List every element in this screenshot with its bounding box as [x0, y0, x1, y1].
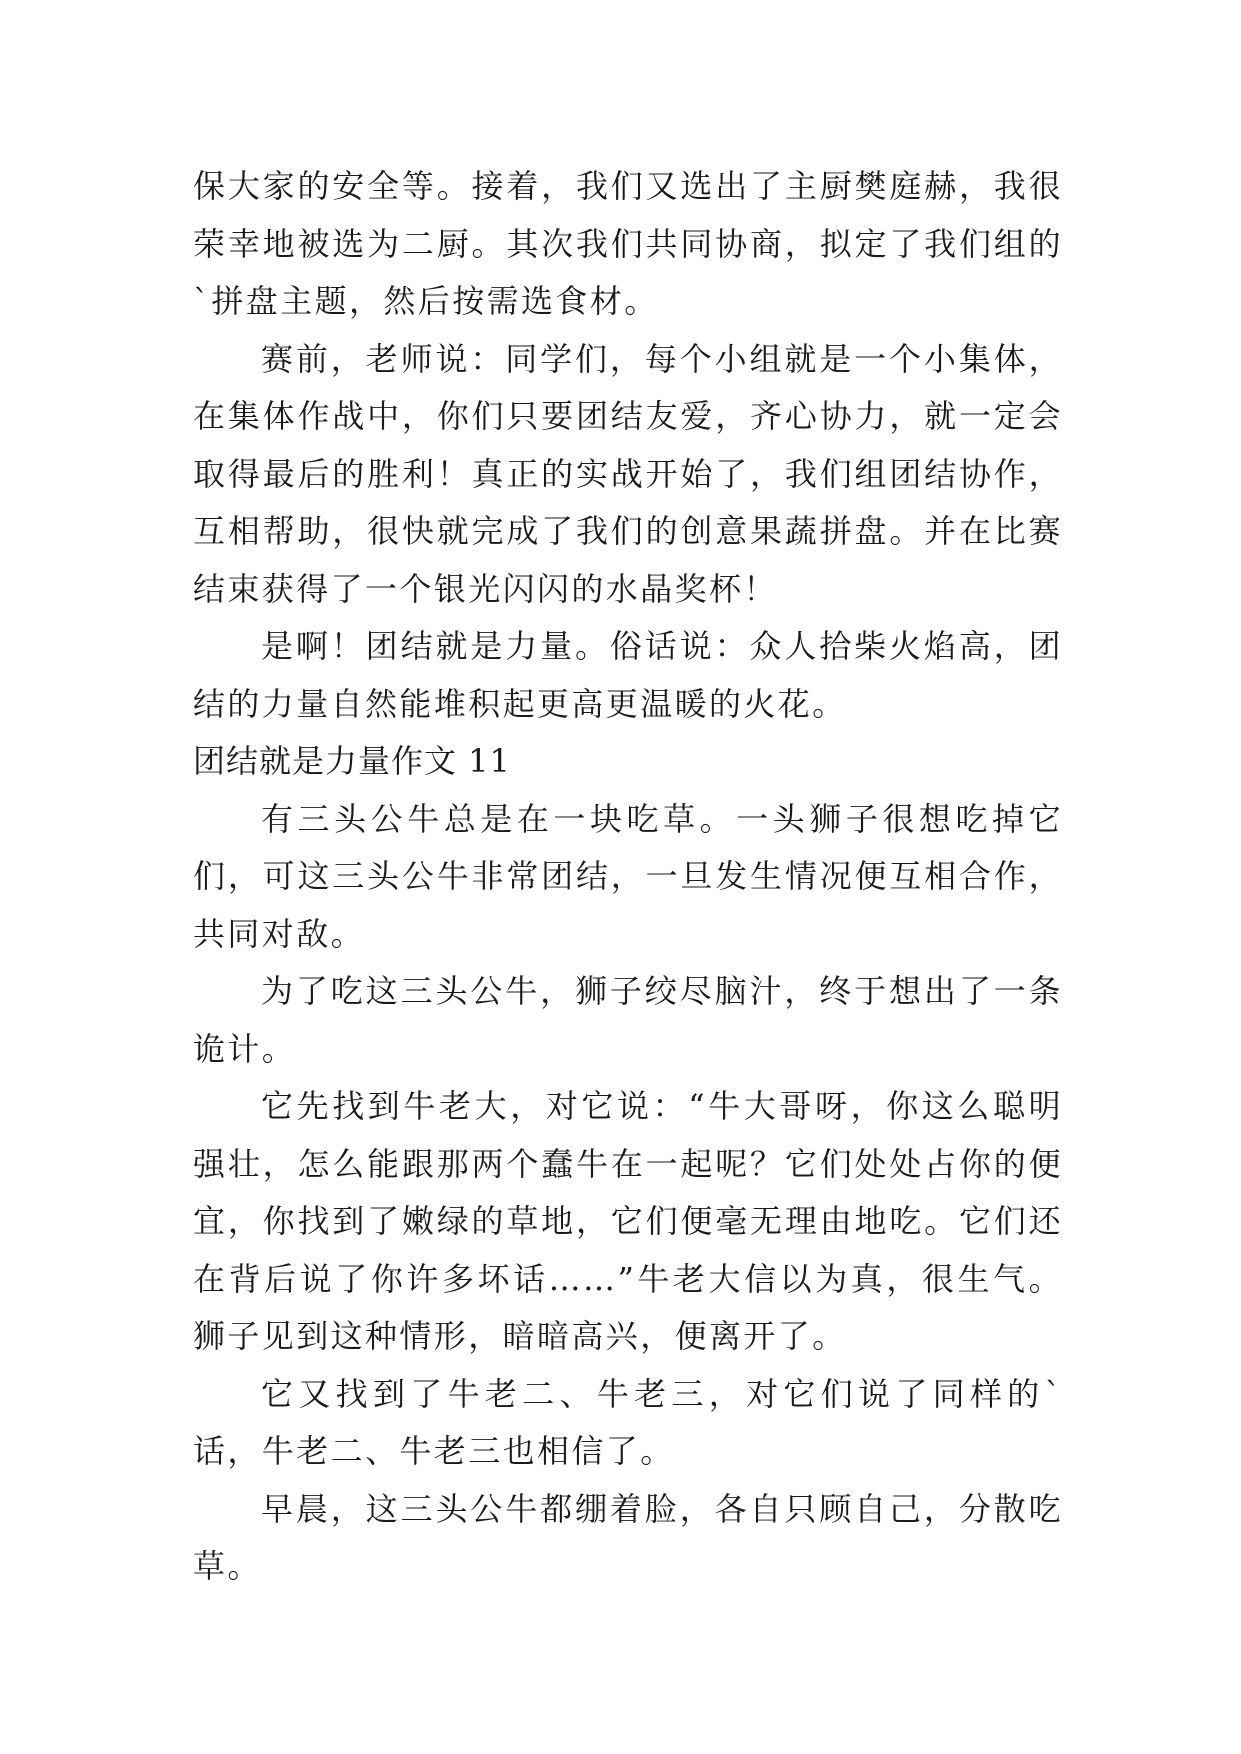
paragraph-teacher-speech: 赛前，老师说：同学们，每个小组就是一个小集体，在集体作战中，你们只要团结友爱，齐心协力，就一定会取得最后的胜利！真正的实战开始了，我们组团结协作，互相帮助，很快就完成了我们的创意果蔬拼盘。并在比赛结束获得了一个银光闪闪的水晶奖杯！ [193, 339, 1063, 608]
paragraph-morning-split: 早晨，这三头公牛都绷着脸，各自只顾自己，分散吃草。 [193, 1489, 1063, 1585]
paragraph-safety-and-chefs: 保大家的安全等。接着，我们又选出了主厨樊庭赫，我很荣幸地被选为二厨。其次我们共同协商，拟定了我们组的`拼盘主题，然后按需选食材。 [193, 167, 1063, 320]
paragraph-lion-talks-others: 它又找到了牛老二、牛老三，对它们说了同样的`话，牛老二、牛老三也相信了。 [193, 1374, 1063, 1470]
paragraph-three-bulls: 有三头公牛总是在一块吃草。一头狮子很想吃掉它们，可这三头公牛非常团结，一旦发生情况便互相合作，共同对敌。 [193, 799, 1063, 953]
paragraph-unity-is-strength: 是啊！团结就是力量。俗话说：众人拾柴火焰高，团结的力量自然能堆积起更高更温暖的火花。 [193, 627, 1063, 723]
document-body [193, 158, 1063, 1596]
section-title: 团结就是力量作文 11 [193, 742, 511, 780]
paragraph-lion-talks-eldest: 它先找到牛老大，对它说：“牛大哥呀，你这么聪明强壮，怎么能跟那两个蠢牛在一起呢？它们处处占你的便宜，你找到了嫩绿的草地，它们便毫无理由地吃。它们还在背后说了你许多坏话……”牛老大信以为真，很生气。狮子见到这种情形，暗暗高兴，便离开了。 [193, 1087, 1063, 1355]
paragraph-lion-scheme: 为了吃这三头公牛，狮子绞尽脑汁，终于想出了一条诡计。 [193, 972, 1063, 1068]
